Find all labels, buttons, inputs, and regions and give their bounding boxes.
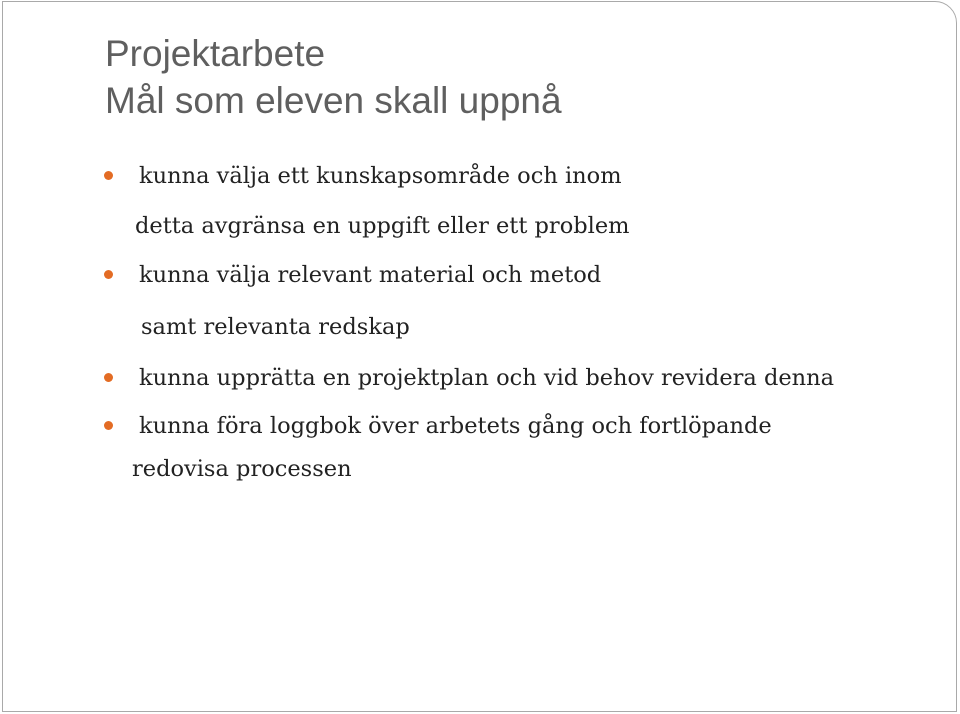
bullet-icon xyxy=(104,421,113,430)
list-item-text: kunna välja relevant material och metod xyxy=(139,262,602,288)
slide-title xyxy=(105,30,562,124)
slide-title-line-1: Projektarbete xyxy=(105,33,326,74)
bullet-icon xyxy=(104,270,113,279)
list-item-continuation: detta avgränsa en uppgift eller ett problem xyxy=(135,213,630,239)
slide-title-line-2: Mål som eleven skall uppnå xyxy=(105,80,562,121)
list-item-text: kunna välja ett kunskapsområde och inom xyxy=(139,163,622,189)
slide xyxy=(2,1,957,712)
bullet-icon xyxy=(104,373,113,382)
list-item-continuation: samt relevanta redskap xyxy=(141,314,410,340)
list-item-text: kunna föra loggbok över arbetets gång och fortlöpande xyxy=(139,413,772,439)
bullet-icon xyxy=(104,171,113,180)
list-item-text: kunna upprätta en projektplan och vid behov revidera denna xyxy=(139,365,835,391)
list-item-continuation: redovisa processen xyxy=(132,456,352,482)
